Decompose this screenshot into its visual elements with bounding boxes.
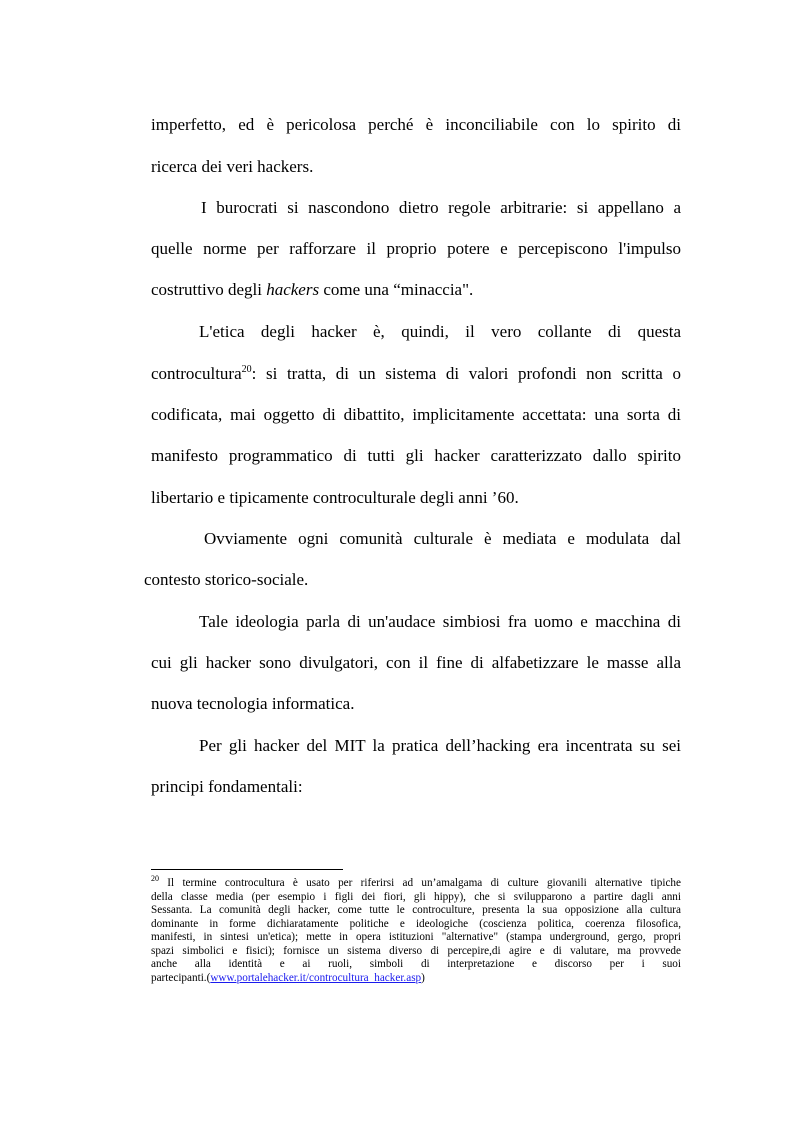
footnote-line-1 <box>151 874 681 890</box>
text-run: : si tratta, di un sistema di valori profondi non scritta o <box>251 364 681 383</box>
paragraph-5-line-1: Tale ideologia parla di un'audace simbiosi fra uomo e macchina di <box>199 612 681 631</box>
paragraph-1-line-2: ricerca dei veri hackers. <box>151 157 314 176</box>
footnote-line-2: della classe media (per esempio i figli dei fiori, gli hippy), che si svilupparono a partire dagli anni <box>151 891 681 903</box>
footnote-line-7: anche alla identità e ai ruoli, simboli di interpretazione e discorso per i suoi <box>151 958 681 970</box>
footnote-line-6: spazi simbolici e fisici); fornisce un sistema diverso di percepire,di agire e di valutare, ma provvede <box>151 945 681 957</box>
paragraph-3-line-5: libertario e tipicamente controculturale degli anni ’60. <box>151 488 519 507</box>
paragraph-2-line-2: quelle norme per rafforzare il proprio potere e percepiscono l'impulso <box>151 239 681 258</box>
text-run: ) <box>421 972 425 984</box>
paragraph-3-line-3: codificata, mai oggetto di dibattito, implicitamente accettata: una sorta di <box>151 405 681 424</box>
paragraph-6-line-2: principi fondamentali: <box>151 777 303 796</box>
paragraph-6-line-1: Per gli hacker del MIT la pratica dell’hacking era incentrata su sei <box>199 736 681 755</box>
emphasis-hackers: hackers <box>266 280 320 299</box>
text-run: Il termine controcultura è usato per riferirsi ad un’amalgama di culture giovanili alternative tipiche <box>159 877 681 889</box>
paragraph-5-line-3: nuova tecnologia informatica. <box>151 694 355 713</box>
footnote-line-5: manifesti, in sintesi un'etica); mette in opera istituzioni "alternative" (stampa underground, gergo, propri <box>151 931 681 943</box>
footnote-number: 20 <box>151 874 159 883</box>
paragraph-2-line-3 <box>151 280 473 300</box>
text-run: partecipanti.( <box>151 972 211 984</box>
paragraph-3-line-4: manifesto programmatico di tutti gli hacker caratterizzato dallo spirito <box>151 446 681 465</box>
paragraph-3-line-2 <box>151 364 681 384</box>
footnote-reference: 20 <box>241 364 252 375</box>
text-run: controcultura <box>151 364 242 383</box>
paragraph-2-line-1: I burocrati si nascondono dietro regole arbitrarie: si appellano a <box>201 198 681 217</box>
paragraph-3-line-1: L'etica degli hacker è, quindi, il vero collante di questa <box>199 322 681 341</box>
paragraph-4-line-1: Ovviamente ogni comunità culturale è mediata e modulata dal <box>204 529 681 548</box>
footnote-source-link[interactable]: www.portalehacker.it/controcultura_hacker.asp <box>210 972 422 984</box>
paragraph-4-line-2: contesto storico-sociale. <box>144 570 309 589</box>
footnote-line-4: dominante in forme dichiaratamente politiche e ideologiche (coscienza politica, coerenza filosofica, <box>151 918 681 930</box>
footnote-line-8 <box>151 972 681 985</box>
text-run: costruttivo degli <box>151 280 267 299</box>
paragraph-1-line-1: imperfetto, ed è pericolosa perché è inconciliabile con lo spirito di <box>151 115 681 134</box>
paragraph-5-line-2: cui gli hacker sono divulgatori, con il fine di alfabetizzare le masse alla <box>151 653 681 672</box>
footnote-line-3: Sessanta. La comunità degli hacker, come tutte le controculture, presenta la sua opposizione alla cultura <box>151 904 681 916</box>
text-run: come una “minaccia". <box>319 280 474 299</box>
footnote-separator <box>151 869 343 870</box>
